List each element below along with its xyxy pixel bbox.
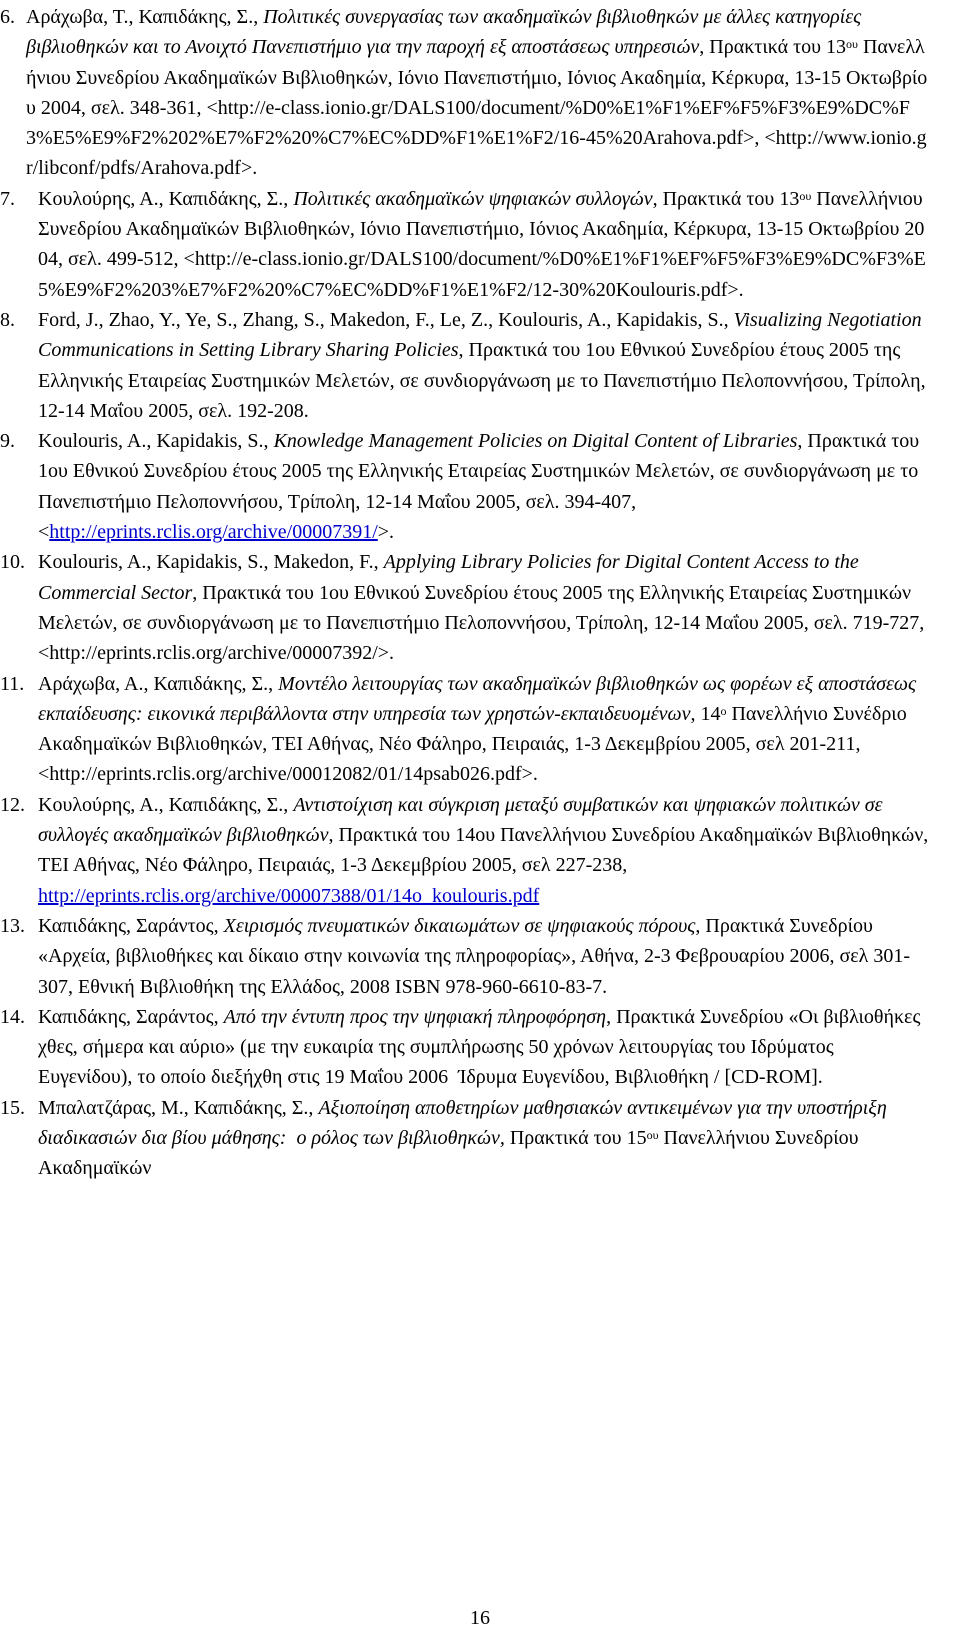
reference-text: Αράχωβα, Τ., Καπιδάκης, Σ., [26,6,264,28]
reference-text: Πανελλήνιου Συνεδρίου Ακαδημαϊκών Βιβλιοθηκών, Ιόνιο Πανεπιστήμιο, Ιόνιος Ακαδημία, Κέρκυρα, 13-15 Οκτωβρίου 2004, σελ. 499-512, <http://e-class.ionio.gr/DALS100/document/%D0%E1%F1%EF%F5%F3%E9%DC%F3%E5%E9%F2%203%E7%F2%20%C7%EC%DD%F1%E1%F2/12-30%20Koulouris.pdf>. [38,187,928,301]
reference-text: Κουλούρης, Α., Καπιδάκης, Σ., [38,187,294,210]
reference-text: , Πρακτικά του 1ου Εθνικού Συνεδρίου έτους 2005 της Ελληνικής Εταιρείας Συστημικών Μελετών, σε συνδιοργάνωση με το Πανεπιστήμιο Πελοποννήσου, Τρίπολη, 12-14 Μαΐου 2005, σελ. 394-407, < [38,430,925,544]
reference-text: , Πρακτικά Συνεδρίου «Αρχεία, βιβλιοθήκες και δίκαιο στην κοινωνία της πληροφορίας», Αθήνα, 2-3 Φεβρουαρίου 2006, σελ 301-307, Εθνική Βιβλιοθήκη της Ελλάδος, 2008 ISBN 978-960-6610-83-7. [38,914,911,998]
reference-item [0,669,930,790]
reference-number: 11. [0,672,25,695]
reference-title: Από την έντυπη προς την ψηφιακή πληροφόρηση [223,1005,607,1028]
reference-text: Καπιδάκης, Σαράντος, [38,1005,224,1028]
reference-item [0,547,930,668]
reference-title: Visualizing Negotiation Communications in Setting Library Sharing Policies [38,308,927,362]
reference-number: 13. [0,914,25,937]
reference-text: , Πρακτικά του 14ου Πανελλήνιου Συνεδρίου Ακαδημαϊκών Βιβλιοθηκών, ΤΕΙ Αθήνας, Νέο Φάληρο, Πειραιάς, 1-3 Δεκεμβρίου 2005, σελ 227-238, [38,824,933,877]
superscript: ου [646,1127,659,1142]
reference-title: Μοντέλο λειτουργίας των ακαδημαϊκών βιβλιοθηκών ως φορέων εξ αποστάσεως εκπαίδευσης: εικονικά περιβάλλοντα στην υπηρεσία των χρηστών-εκπαιδευομένων [38,672,922,725]
reference-number: 8. [0,308,15,331]
reference-title: Πολιτικές ακαδημαϊκών ψηφιακών συλλογών [293,187,653,210]
reference-item [0,911,930,1002]
reference-item [0,790,933,911]
reference-link[interactable]: http://eprints.rclis.org/archive/00007388/01/14o_koulouris.pdf [38,884,540,907]
reference-text: Πρακτικά του 15 [504,1126,647,1149]
reference-item [0,1002,930,1093]
reference-item [0,184,930,305]
reference-text: , Πρακτικά του 1ου Εθνικού Συνεδρίου έτους 2005 της Ελληνικής Εταιρείας Συστημικών Μελετών, σε συνδιοργάνωση με το Πανεπιστήμιο Πελοποννήσου, Τρίπολη, 12-14 Μαΐου 2005, σελ. 192-208. [38,339,931,422]
reference-number: 7. [0,187,15,210]
reference-item [0,1093,930,1184]
reference-number: 6. [0,6,15,28]
reference-text: Κουλούρης, Α., Καπιδάκης, Σ., [38,793,294,816]
reference-text: Πανελλήνιου Συνεδρίου Ακαδημαϊκών [38,1126,863,1180]
reference-title: Applying Library Policies for Digital Content Access to the Commercial Sector [38,551,864,604]
reference-title: Αξιοποίηση αποθετηρίων μαθησιακών αντικειμένων για την υποστήριξη διαδικασιών δια βίου μάθησης: ο ρόλος των βιβλιοθηκών, [38,1096,892,1149]
reference-text: >. [377,521,395,544]
reference-text: Ford, J., Zhao, Y., Ye, S., Zhang, S., Makedon, F., Le, Z., Koulouris, A., Kapidakis, S., [38,308,734,331]
reference-text: , Πρακτικά του 13 [699,36,847,59]
reference-text: Μπαλατζάρας, Μ., Καπιδάκης, Σ., [38,1096,319,1119]
reference-text: , Πρακτικά του 13 [652,187,800,210]
superscript: ο [720,703,727,718]
reference-text: Αράχωβα, Α., Καπιδάκης, Σ., [38,672,279,695]
reference-number: 10. [0,551,25,574]
reference-text: , 14 [690,702,721,725]
reference-number: 14. [0,1005,25,1028]
reference-text: , Πρακτικά Συνεδρίου «Οι βιβλιοθήκες χθες, σήμερα και αύριο» (με την ευκαιρία της συμπλήρωσης 50 χρόνων λειτουργίας του Ιδρύματος Ευγενίδου), το οποίο διεξήχθη στις 19 Μαΐου 2006 Ίδρυμα Ευγενίδου, Βιβλιοθήκη / [CD-ROM]. [38,1005,926,1089]
reference-title: Αντιστοίχιση και σύγκριση μεταξύ συμβατικών και ψηφιακών πολιτικών σε συλλογές ακαδημαϊκών βιβλιοθηκών [38,793,888,847]
reference-list [0,2,933,1184]
reference-title: Χειρισμός πνευματικών δικαιωμάτων σε ψηφιακούς πόρους [223,914,696,937]
reference-title: Πολιτικές συνεργασίας των ακαδημαϊκών βιβλιοθηκών με άλλες κατηγορίες βιβλιοθηκών και το Ανοιχτό Πανεπιστήμιο για την παροχή εξ αποστάσεως υπηρεσιών [26,6,867,59]
reference-number: 15. [0,1096,25,1119]
superscript: ου [799,188,812,203]
page-number: 16 [470,1607,490,1629]
reference-number: 12. [0,793,25,816]
reference-item [0,426,930,547]
reference-link[interactable]: http://eprints.rclis.org/archive/00007391/ [49,521,378,544]
reference-item [0,305,930,426]
reference-text: Πανελλήνιο Συνέδριο Ακαδημαϊκών Βιβλιοθηκών, ΤΕΙ Αθήνας, Νέο Φάληρο, Πειραιάς, 1-3 Δεκεμβρίου 2005, σελ 201-211, <http://eprints.rclis.org/archive/00012082/01/14psab026.pdf>. [38,702,911,786]
reference-text: Πανελλήνιου Συνεδρίου Ακαδημαϊκών Βιβλιοθηκών, Ιόνιο Πανεπιστήμιο, Ιόνιος Ακαδημία, Κέρκυρα, 13-15 Οκτωβρίου 2004, σελ. 348-361, <http://e-class.ionio.gr/DALS100/document/%D0%E1%F1%EF%F5%F3%E9%DC%F3%E5%E9%F2%202%E7%F2%20%C7%EC%DD%F1%E1%F2/16-45%20Arahova.pdf>, <http://www.ionio.gr/libconf/pdfs/Arahova.pdf>. [26,36,928,180]
superscript: ου [846,37,858,52]
reference-text: Καπιδάκης, Σαράντος, [38,914,224,937]
reference-text: Koulouris, A., Kapidakis, S., [38,430,274,453]
reference-title: Knowledge Management Policies on Digital Content of Libraries [273,430,798,453]
reference-text: Koulouris, A., Kapidakis, S., Makedon, F., [38,551,384,574]
reference-text: , Πρακτικά του 1ου Εθνικού Συνεδρίου έτους 2005 της Ελληνικής Εταιρείας Συστημικών Μελετών, σε συνδιοργάνωση με το Πανεπιστήμιο Πελοποννήσου, Τρίπολη, 12-14 Μαΐου 2005, σελ. 719-727, <http://eprints.rclis.org/archive/00007392/>. [38,581,930,665]
reference-item [0,2,930,184]
reference-number: 9. [0,430,15,453]
